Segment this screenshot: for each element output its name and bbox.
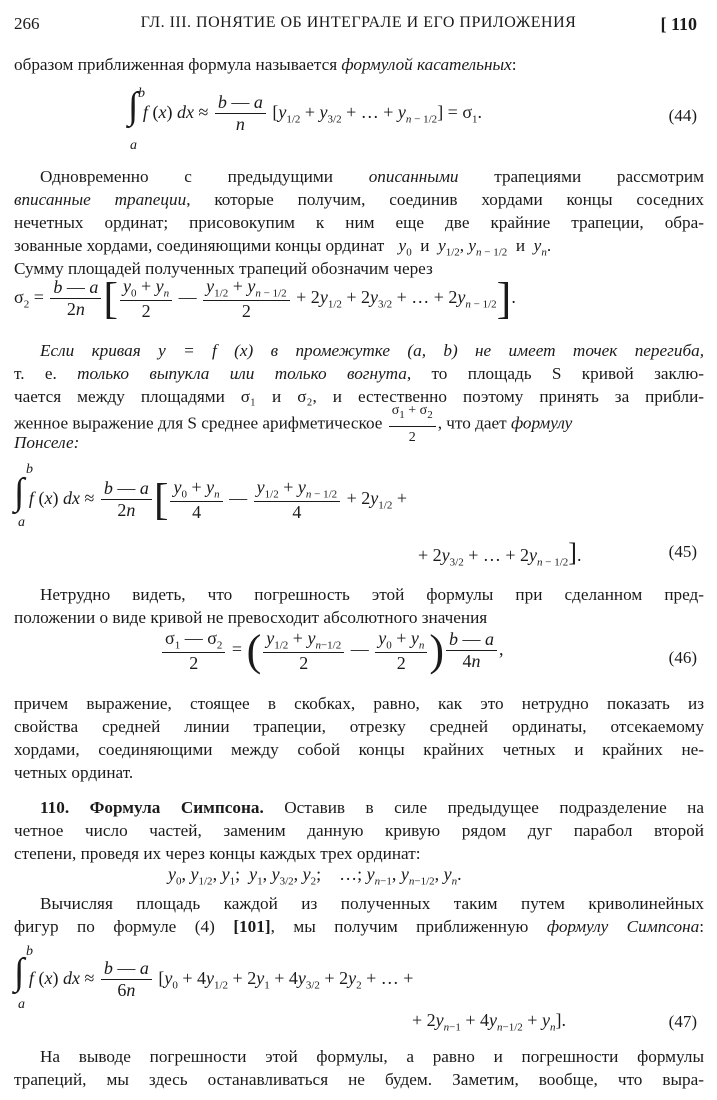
equation-45: ∫ f (x) dx ≈ $\frac{b — a}{2n}$ [ $\frac{y_0 + y_n}{4}$ — $\frac{y_{1/2} + y_{n - 1/2}}{4}$ + $2y_{1/2}$ + xyxy=(14,471,407,524)
text-line: вписанные трапеции, которые получим, соединив хордами концы соседних xyxy=(14,190,704,209)
text-line: Если кривая y = f (x) в промежутке (a, b) не имеет точек перегиба, xyxy=(40,341,704,360)
text-line: образом приближенная формула называется формулой касательных: xyxy=(14,55,517,74)
text-line: Сумму площадей полученных трапеций обозначим через xyxy=(14,259,433,278)
section-marker: [ 110 xyxy=(660,14,697,34)
text-line: свойства средней линии трапеции, отрезку средней ординаты, отсекаемому xyxy=(14,717,704,736)
equation-47-continuation: + $2y_{n-1} + 4y_{n-1/2} + y_n$]. xyxy=(412,1010,566,1034)
text-line: На выводе погрешности этой формулы, а равно и погрешности формулы xyxy=(40,1047,704,1066)
text-line: четное число частей, заменим данную кривую рядом дуг парабол второй xyxy=(14,821,704,840)
text-line: положении о виде кривой не превосходит абсолютного значения xyxy=(14,608,488,627)
text-line: Понселе: xyxy=(14,433,80,452)
equation-44: ∫ f (x) dx ≈ $\frac{b — a}{n}$ [$y_{1/2} + y_{3/2}$ + … + $y_{n - 1/2}] = \sigma_1$. xyxy=(128,85,483,135)
equation-number: (46) xyxy=(668,648,697,667)
text-line: хордами, соединяющими между собой концы крайних четных и крайних не- xyxy=(14,740,704,759)
section-title: 110. Формула Симпсона. xyxy=(40,798,264,817)
chapter-title: ГЛ. III. ПОНЯТИЕ ОБ ИНТЕГРАЛЕ И ЕГО ПРИЛОЖЕНИЯ xyxy=(140,14,577,31)
equation-46: $\frac{\sigma_1 — \sigma_2}{2}$ = ( $\frac{y_{1/2} + y_{n-1/2}}{2}$ — $\frac{y_0 + y_n}{2}$ ) $\frac{b — a}{4n}$ , xyxy=(160,628,504,674)
equation-number: (44) xyxy=(668,106,697,125)
text-line: фигур по формуле (4) [101], мы получим приближенную формулу Симпсона: xyxy=(14,917,704,936)
text-line: степени, проведя их через концы каждых трех ординат: xyxy=(14,844,421,863)
text-line: причем выражение, стоящее в скобках, равно, как это нетрудно показать из xyxy=(14,694,704,713)
text-line: нечетных ординат; присовокупим к ним еще две крайние трапеции, обра- xyxy=(14,213,704,232)
equation-number: (47) xyxy=(668,1012,697,1031)
text-line: т. е. только выпукла или только вогнута, то площадь S кривой заклю- xyxy=(14,364,704,383)
equation-45-continuation: + $2y_{3/2}$ + … + $2y_{n - 1/2}$]. xyxy=(418,538,582,569)
text-line: зованные хордами, соединяющими концы ординат $y_0$ и $y_{1/2}$, $y_{n - 1/2}$ и $y_n$. xyxy=(14,236,552,259)
section-heading-line: 110. Формула Симпсона. Оставив в силе предыдущее подразделение на xyxy=(40,798,704,817)
ordinates-sequence: $y_0$, $y_{1/2}$, $y_1$; $y_1$, $y_{3/2}$, $y_2$; …; $y_{n-1}$, $y_{n-1/2}$, $y_n$. xyxy=(168,864,462,888)
text-line: Вычисляя площадь каждой из полученных таким путем криволинейных xyxy=(40,894,704,913)
book-page: 266 ГЛ. III. ПОНЯТИЕ ОБ ИНТЕГРАЛЕ И ЕГО ПРИЛОЖЕНИЯ [ 110 образом приближенная формула называется формулой касательных: ∫ f (x) dx ≈ $\frac{b — a}{n}$ [$y_{1/2} + y_{3/2}$ + … + $y_{n - 1/2}] = \sigma_1$. b a (44) Одновременно с предыдущими описанными трапециями рассмотрим вписанные трапеции, которые получим, соединив хордами концы соседних нечетных ординат; присовокупим к ним еще две крайние трапеции, обра- зованные хордами, соединяющими концы ординат $y_0$ и $y_{1/2}$, $y_{n - 1/2}$ и $y_n$. Сумму площадей полученных трапеций обозначим через $\sigma_2$ = $\frac{b — a}{2n}$ [ $\frac{y_0 + y_n}{2}$ — $\frac{y_{1/2} + y_{n - 1/2}}{2}$ + $2y_{1/2} + 2y_{3/2}$ + … + $2y_{n - 1/2}$]. Если кривая y = f (x) в промежутке (a, b) не имеет точек перегиба, т. е. только выпукла или только вогнута, то площадь S кривой заклю- чается между площадями σ₁ и σ₂, и естественно поэтому принять за прибли- женное выражение для S среднее арифметическое $\frac{\sigma_1 + \sigma_2}{2}$ , что дает формулу Понселе: ∫ f (x) dx ≈ $\frac{b — a}{2n}$ [ $\frac{y_0 + y_n}{4}$ — $\frac{y_{1/2} + y_{n - 1/2}}{4}$ + $2y_{1/2}$ + b a + $2y_{3/2}$ + … + $2y_{n - 1/2}$]. (45) Нетрудно видеть, что погрешность этой формулы при сделанном пред- положении о виде кривой не превосходит абсолютного значения $\frac{\sigma_1 — \sigma_2}{2}$ = ( $\frac{y_{1/2} + y_{n-1/2}}{2}$ — $\frac{y_0 + y_n}{2}$ ) $\frac{b — a}{4n}$ , (46) причем выражение, стоящее в скобках, равно, как это нетрудно показать из свойства средней линии трапеции, отрезку средней ординаты, отсекаемому хордами, соединяющими между собой концы крайних четных и крайних не- четных ординат. 110. Формула Симпсона. Оставив в силе предыдущее подразделение на четное число частей, заменим данную кривую рядом дуг парабол второй степени, проведя их через концы каждых трех ординат: $y_0$, $y_{1/2}$, $y_1$; $y_1$, $y_{3/2}$, $y_2$; …; $y_{n-1}$, $y_{n-1/2}$, $y_n$. Вычисляя площадь каждой из полученных таким путем криволинейных фигур по формуле (4) [101], мы получим приближенную формулу Симпсона: ∫ f (x) dx ≈ $\frac{b — a}{6n}$ [$y_0 + 4y_{1/2} + 2y_1 + 4y_{3/2} + 2y_2$ + … + b a + $2y_{n-1} + 4y_{n-1/2} + y_n$]. (47) На выводе погрешности этой формулы, а равно и погрешности формулы трапеций, мы здесь останавливаться не будем. Заметим, вообще, что выра- xyxy=(14,14,704,1089)
page-header xyxy=(14,14,703,38)
equation-number: (45) xyxy=(668,542,697,561)
text-line: женное выражение для S среднее арифметическое $\frac{\sigma_1 + \sigma_2}{2}$ , что дает формулу xyxy=(14,400,704,436)
page-number: 266 xyxy=(14,14,40,33)
text-line: трапеций, мы здесь останавливаться не будем. Заметим, вообще, что выра- xyxy=(14,1070,704,1089)
equation-47: ∫ f (x) dx ≈ $\frac{b — a}{6n}$ [$y_0 + 4y_{1/2} + 2y_1 + 4y_{3/2} + 2y_2$ + … + xyxy=(14,951,414,1001)
equation-sigma2: $\sigma_2$ = $\frac{b — a}{2n}$ [ $\frac{y_0 + y_n}{2}$ — $\frac{y_{1/2} + y_{n - 1/2}}{2}$ + $2y_{1/2} + 2y_{3/2}$ + … + $2y_{n - 1/2}$]. xyxy=(14,273,516,323)
text-line: четных ординат. xyxy=(14,763,134,782)
text-line: Одновременно с предыдущими описанными трапециями рассмотрим xyxy=(40,167,704,186)
text-line: Нетрудно видеть, что погрешность этой формулы при сделанном пред- xyxy=(40,585,704,604)
text-line: чается между площадями σ₁ и σ₂, и естественно поэтому принять за прибли- xyxy=(14,387,704,406)
